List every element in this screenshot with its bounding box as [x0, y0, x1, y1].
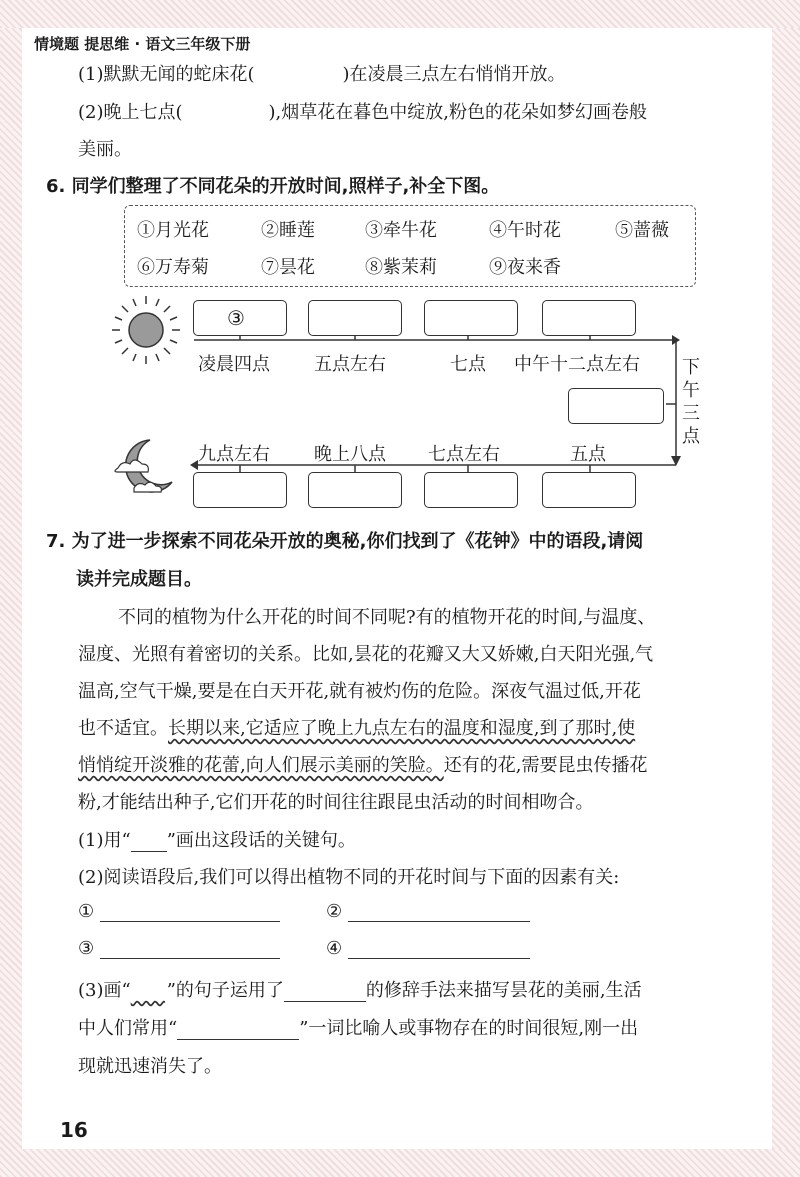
q7-sub1 — [78, 826, 356, 852]
page-border-right — [772, 28, 800, 1177]
time-label-bottom-3: 七点左右 — [428, 444, 500, 465]
factor-blank-2[interactable] — [348, 903, 530, 922]
time-label-top-4: 中午十二点左右 — [514, 354, 640, 375]
straight-line-sample — [131, 833, 167, 852]
q5-line2-post: ),烟草花在暮色中绽放,粉色的花朵如梦幻画卷般 — [268, 102, 647, 123]
q7-sub3-line2 — [78, 1014, 638, 1040]
q5-line2-pre: (2)晚上七点( — [78, 102, 183, 123]
time-label-top-1: 凌晨四点 — [198, 354, 270, 375]
bottom-box-4[interactable] — [542, 472, 636, 508]
passage-line-5 — [78, 751, 647, 777]
choice-5: ⑤蔷薇 — [615, 220, 669, 241]
q7-sub2: (2)阅读语段后,我们可以得出植物不同的开花时间与下面的因素有关: — [78, 867, 620, 888]
q7-sub3-line2-pre: 中人们常用“ — [78, 1018, 178, 1039]
time-label-side: 下午三点 — [682, 357, 700, 447]
q7-sub1-post: ”画出这段话的关键句。 — [166, 830, 356, 851]
flower-choices-box — [124, 205, 696, 287]
passage-line-5-post: 还有的花,需要昆虫传播花 — [443, 755, 648, 776]
factor-blank-4[interactable] — [348, 940, 530, 959]
page-border-bottom — [0, 1149, 800, 1177]
factor-row-3 — [78, 938, 280, 959]
q5-line1-post: )在凌晨三点左右悄悄开放。 — [342, 64, 566, 85]
q5-line1 — [78, 60, 566, 86]
page-number: 16 — [60, 1118, 88, 1142]
q7-sub1-pre: (1)用“ — [78, 830, 131, 851]
time-label-top-3: 七点 — [450, 354, 486, 375]
passage-line-4 — [78, 714, 635, 740]
time-label-bottom-1: 九点左右 — [198, 444, 270, 465]
choice-1: ①月光花 — [137, 220, 209, 241]
rhetoric-blank[interactable] — [284, 983, 366, 1002]
passage-line-1: 不同的植物为什么开花的时间不同呢?有的植物开花的时间,与温度、 — [118, 607, 656, 628]
page-border-left — [0, 28, 22, 1177]
wavy-sentence-part1: 长期以来,它适应了晚上九点左右的温度和湿度,到了那时,使 — [168, 718, 636, 739]
sun-icon — [112, 296, 180, 364]
example-answer: ③ — [227, 306, 245, 330]
q7-sub3-line3: 现就迅速消失了。 — [78, 1056, 222, 1077]
moon-icon — [115, 440, 172, 492]
choice-7: ⑦昙花 — [261, 257, 315, 278]
bottom-box-2[interactable] — [308, 472, 402, 508]
bottom-box-3[interactable] — [424, 472, 518, 508]
side-box[interactable] — [568, 388, 664, 424]
factor-row-1 — [78, 901, 280, 922]
choice-6: ⑥万寿菊 — [137, 257, 209, 278]
passage-line-3: 温高,空气干燥,要是在白天开花,就有被灼伤的危险。深夜气温过低,开花 — [78, 681, 641, 702]
wavy-line-sample: ​ — [130, 980, 166, 1001]
factor-label-1: ① — [78, 901, 95, 922]
factor-row-4 — [326, 938, 530, 959]
factor-blank-1[interactable] — [100, 903, 280, 922]
q7-title-line2: 读并完成题目。 — [76, 569, 202, 590]
q5-line3: 美丽。 — [78, 139, 132, 160]
q5-line2 — [78, 98, 647, 124]
time-label-bottom-2: 晚上八点 — [314, 444, 386, 465]
left-arrow — [190, 460, 198, 470]
factor-row-2 — [326, 901, 530, 922]
bottom-box-1[interactable] — [193, 472, 287, 508]
top-box-1[interactable] — [193, 300, 287, 336]
q6-title: 6. 同学们整理了不同花朵的开放时间,照样子,补全下图。 — [46, 176, 500, 197]
q7-sub3-line2-post: ”一词比喻人或事物存在的时间很短,刚一出 — [299, 1018, 639, 1039]
running-header: 情境题 提思维 · 语文三年级下册 — [34, 35, 251, 53]
passage-line-4-pre: 也不适宜。 — [78, 718, 168, 739]
q7-sub3-line1 — [78, 976, 642, 1002]
top-box-4[interactable] — [542, 300, 636, 336]
choice-3: ③牵牛花 — [365, 220, 437, 241]
factor-label-3: ③ — [78, 938, 95, 959]
passage-line-2: 湿度、光照有着密切的关系。比如,昙花的花瓣又大又娇嫩,白天阳光强,气 — [78, 644, 654, 665]
choice-8: ⑧紫茉莉 — [365, 257, 437, 278]
passage-line-6: 粉,才能结出种子,它们开花的时间往往跟昆虫活动的时间相吻合。 — [78, 792, 594, 813]
choice-9: ⑨夜来香 — [489, 257, 561, 278]
choice-4: ④午时花 — [489, 220, 561, 241]
choice-2: ②睡莲 — [261, 220, 315, 241]
time-label-top-2: 五点左右 — [314, 354, 386, 375]
page-border-top — [0, 0, 800, 28]
factor-label-4: ④ — [326, 938, 343, 959]
q5-line1-pre: (1)默默无闻的蛇床花( — [78, 64, 255, 85]
wavy-sentence-part2: 悄悄绽开淡雅的花蕾,向人们展示美丽的笑脸。 — [78, 755, 444, 776]
idiom-blank[interactable] — [177, 1021, 299, 1040]
top-box-2[interactable] — [308, 300, 402, 336]
q7-sub3-pre: (3)画“ — [78, 980, 131, 1001]
q7-sub3-post: 的修辞手法来描写昙花的美丽,生活 — [365, 980, 642, 1001]
q7-title-line1: 7. 为了进一步探索不同花朵开放的奥秘,你们找到了《花钟》中的语段,请阅 — [46, 531, 644, 552]
top-box-3[interactable] — [424, 300, 518, 336]
factor-label-2: ② — [326, 901, 343, 922]
factor-blank-3[interactable] — [100, 940, 280, 959]
time-label-bottom-4: 五点 — [570, 444, 606, 465]
q7-sub3-mid: ”的句子运用了 — [166, 980, 284, 1001]
